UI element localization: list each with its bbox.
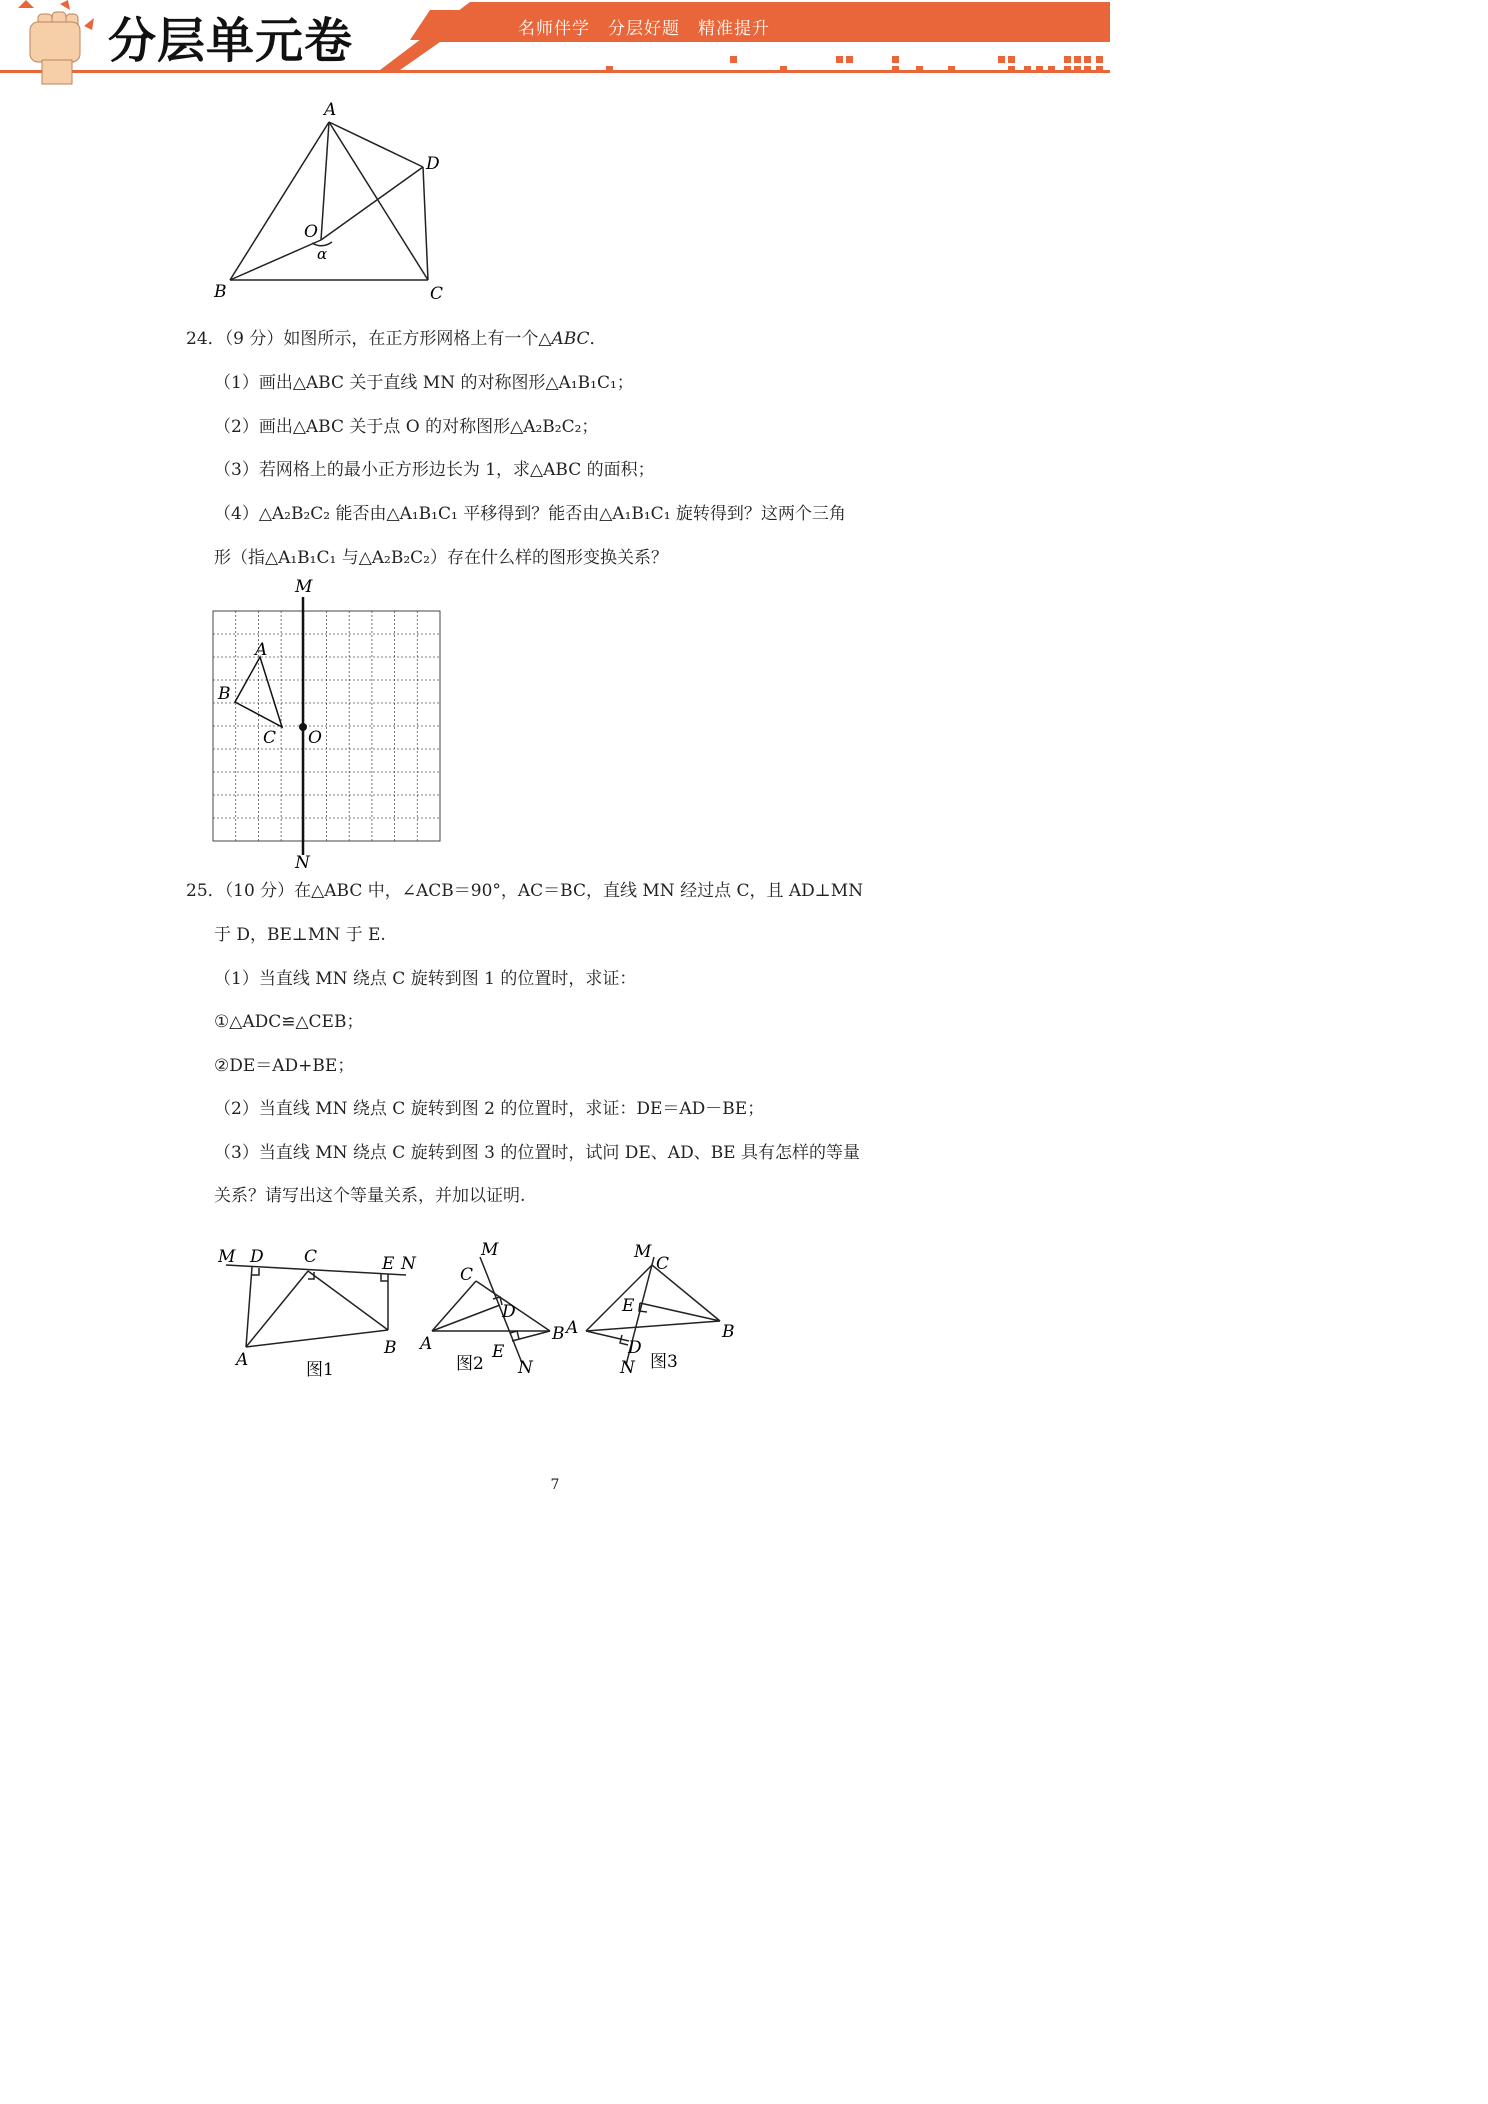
fig2-label-n: N — [518, 1358, 533, 1378]
header-slogan: 名师伴学 分层好题 精准提升 — [518, 19, 770, 39]
figure-quadrilateral-abcd — [200, 95, 460, 310]
fig3-label-d: D — [628, 1338, 642, 1358]
q25-stem-line1: 25．（10 分）在△ABC 中，∠ACB＝90°，AC＝BC，直线 MN 经过点 C，且 AD⊥MN — [186, 881, 864, 901]
label-o: O — [304, 222, 318, 242]
q24-stem: 24．（9 分）如图所示，在正方形网格上有一个△ABC． — [186, 329, 607, 349]
q24-part2: （2）画出△ABC 关于点 O 的对称图形△A₂B₂C₂； — [214, 417, 599, 437]
page-number: 7 — [550, 1477, 560, 1493]
q24-part1: （1）画出△ABC 关于直线 MN 的对称图形△A₁B₁C₁； — [214, 373, 634, 393]
fig3-label-n: N — [620, 1358, 635, 1378]
q25-part2: （2）当直线 MN 绕点 C 旋转到图 2 的位置时，求证：DE＝AD－BE； — [214, 1099, 765, 1119]
q24-part3: （3）若网格上的最小正方形边长为 1，求△ABC 的面积； — [214, 460, 655, 480]
figure-2 — [432, 1257, 550, 1363]
fig2-label-e: E — [492, 1342, 505, 1362]
label-a: A — [324, 100, 337, 120]
fig2-label-a: A — [420, 1334, 433, 1354]
page-header — [0, 0, 1110, 90]
fig3-label-a: A — [566, 1318, 579, 1338]
fig1-label-b: B — [384, 1338, 397, 1358]
label-alpha: α — [317, 245, 328, 263]
figure-3 — [586, 1257, 720, 1365]
grid-label-a: A — [255, 640, 268, 660]
fig3-label-m: M — [634, 1242, 652, 1262]
fig1-label-d: D — [250, 1247, 264, 1267]
label-d: D — [426, 154, 440, 174]
fig1-label-a: A — [236, 1350, 249, 1370]
fig2-label-c: C — [460, 1265, 474, 1285]
fig2-caption: 图2 — [456, 1354, 484, 1374]
grid-label-o: O — [308, 728, 322, 748]
fig3-label-b: B — [722, 1322, 735, 1342]
fig1-label-n: N — [401, 1254, 416, 1274]
q25-stem-line2: 于 D，BE⊥MN 于 E. — [214, 925, 386, 945]
fig3-caption: 图3 — [650, 1352, 678, 1372]
fig2-label-d: D — [502, 1302, 516, 1322]
q25-part3-line1: （3）当直线 MN 绕点 C 旋转到图 3 的位置时，试问 DE、AD、BE 具有怎样的等量 — [214, 1143, 860, 1163]
q24-part4-line1: （4）△A₂B₂C₂ 能否由△A₁B₁C₁ 平移得到？能否由△A₁B₁C₁ 旋转得到？这两个三角 — [214, 504, 846, 524]
fig2-label-b: B — [552, 1324, 565, 1344]
figures-rotation-mn — [210, 1235, 750, 1380]
q25-part1: （1）当直线 MN 绕点 C 旋转到图 1 的位置时，求证： — [214, 969, 637, 989]
fig1-label-m: M — [218, 1247, 236, 1267]
figure-grid-mn — [205, 575, 450, 875]
brand-title: 分层单元卷 — [108, 13, 354, 69]
q25-part1-i: ①△ADC≌△CEB； — [214, 1012, 364, 1032]
fig3-label-e: E — [622, 1296, 635, 1316]
q25-part3-line2: 关系？请写出这个等量关系，并加以证明. — [214, 1186, 526, 1206]
grid-label-c: C — [263, 728, 277, 748]
grid-label-n: N — [295, 853, 310, 873]
fig3-label-c: C — [656, 1254, 670, 1274]
fig1-caption: 图1 — [306, 1360, 334, 1380]
fig2-label-m: M — [481, 1240, 499, 1260]
fig1-label-c: C — [304, 1247, 318, 1267]
fig1-label-e: E — [382, 1254, 395, 1274]
grid-label-b: B — [218, 684, 231, 704]
label-c: C — [430, 284, 444, 304]
q24-part4-line2: 形（指△A₁B₁C₁ 与△A₂B₂C₂）存在什么样的图形变换关系？ — [214, 548, 668, 568]
grid-label-m: M — [295, 577, 313, 597]
label-b: B — [214, 282, 227, 302]
q25-part1-ii: ②DE＝AD+BE； — [214, 1056, 355, 1076]
figure-1 — [226, 1265, 406, 1347]
